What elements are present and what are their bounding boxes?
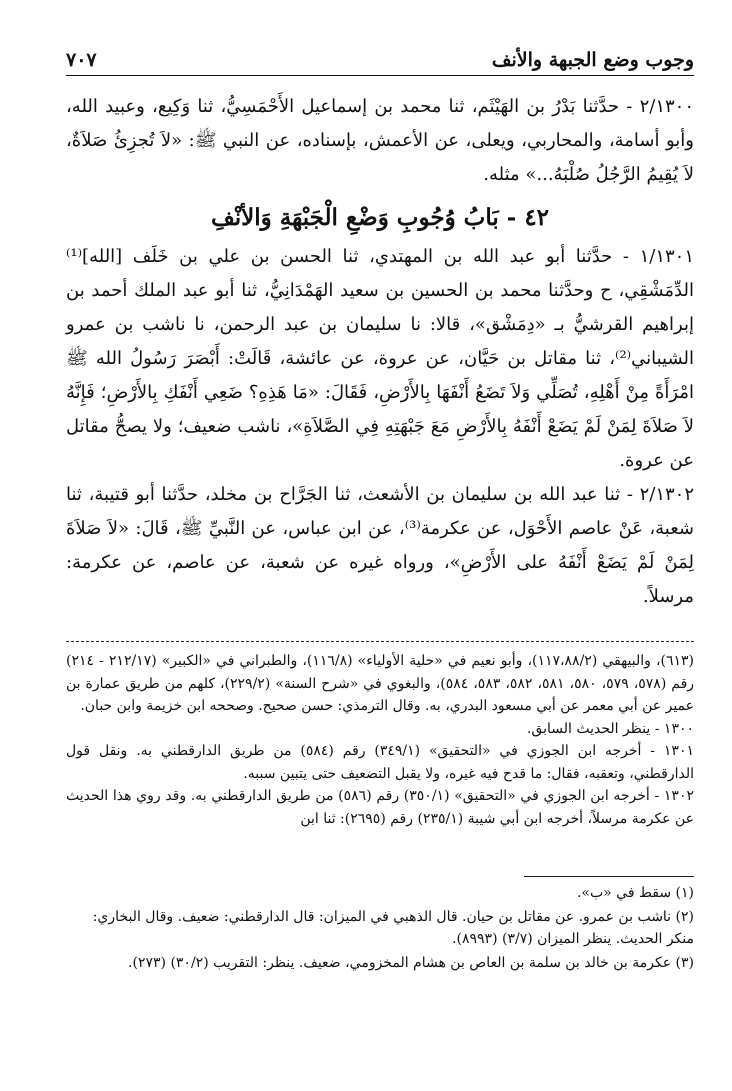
footnotes xyxy=(66,882,694,975)
takhrij-line: ١٣٠٢ - أخرجه ابن الجوزي في «التحقيق» (٣٥٠/١) رقم (٥٨٦) من طريق الدارقطني به. وقد روي هذا الحديث عن عكرمة مرسلاً، أخرجه ابن أبي شيبة (٢٣٥/١) رقم (٢٦٩٥): ثنا ابن xyxy=(66,788,694,827)
takhrij-line: (٦١٣)، والبيهقي (١١٧،٨٨/٢)، وأبو نعيم في «حلية الأولياء» (١١٦/٨)، والطبراني في «الكبير» (٢١٢/١٧ - ٢١٤) رقم (٥٧٨، ٥٧٩، ٥٨٠، ٥٨١، ٥٨٢، ٥٨٣، ٥٨٤)، والبغوي في «شرح السنة» (٢٢٩/٢)، كلهم من طريق عمارة بن عمير عن أبي معمر عن أبي مسعود البدري، به. وقال الترمذي: حسن صحيح. وصححه ابن خزيمة وابن حبان. xyxy=(66,653,695,714)
footnote-2: (٢) ناشب بن عمرو. عن مقاتل بن حيان. قال الذهبي في الميزان: قال الدارقطني: ضعيف. وقال البخاري: منكر الحديث. ينظر الميزان (٣/٧) (٨٩٩٣). xyxy=(92,908,694,947)
takhrij-notes xyxy=(66,650,694,830)
hadith-1300-2: ٢/١٣٠٠ - حدَّثنا بَدْرُ بن الهَيْثَم، ثنا محمد بن إسماعيل الأَحْمَسِيُّ، ثنا وَكِيع، وعبيد الله، وأبو أسامة، والمحاربي، ويعلى، عن الأعمش، بإسناده، عن النبي ﷺ: «لاَ تُجزِئُ صَلاَةٌ، لاَ يُقِيمُ الرَّجُلُ صُلْبَهُ...» مثله. xyxy=(66,96,694,185)
running-title: وجوب وضع الجبهة والأنف xyxy=(491,49,694,71)
hadith-1301-1: ١/١٣٠١ - حدَّثنا أبو عبد الله بن المهتدي، ثنا الحسن بن علي بن خَلَف [الله]⁽¹⁾ الدِّمَشْقِي، ح وحدَّثنا محمد بن الحسين بن سعيد الهَمْدَانِيُّ، ثنا أبو عبد الملك أحمد بن إبراهيم القرشيُّ بـ «دِمَشْق»، قالا: نا سليمان بن عبد الرحمن، نا ناشب بن عمرو الشيباني⁽²⁾، ثنا مقاتل بن حَيَّان، عن عروة، عن عائشة، قَالَتْ: أَبْصَرَ رَسُولُ الله ﷺ امْرَأَةً مِنْ أَهْلِهِ، تُصَلِّي وَلاَ تَضَعُ أَنْفَهَا بِالأَرْضِ، فَقَالَ: «مَا هَذِهِ؟ ضَعِي أَنْفَكِ بِالأَرْضِ؛ فَإِنَّهُ لاَ صَلاَةَ لِمَنْ لَمْ يَضَعْ أَنْفَهُ بِالأَرْضِ مَعَ جَبْهَتِهِ فِي الصَّلاَةِ»، ناشب ضعيف؛ ولا يصحُّ مقاتل عن عروة. xyxy=(66,246,694,471)
footnote-divider xyxy=(524,876,694,877)
footnote-1: (١) سقط في «ب». xyxy=(576,885,694,901)
page-number: ٧٠٧ xyxy=(66,49,97,71)
takhrij-line: ١٣٠٠ - ينظر الحديث السابق. xyxy=(526,720,694,737)
page-header xyxy=(66,42,694,76)
main-text xyxy=(66,90,694,614)
takhrij-divider xyxy=(66,641,694,642)
takhrij-line: ١٣٠١ - أخرجه ابن الجوزي في «التحقيق» (٣٤٩/١) رقم (٥٨٤) من طريق الدارقطني به. ونقل قول الدارقطني، وتعقبه، فقال: ما قدح فيه غيره، ولا يقبل التضعيف حتى يتبين سببه. xyxy=(66,743,694,782)
hadith-1302-2: ٢/١٣٠٢ - ثنا عبد الله بن سليمان بن الأشعث، ثنا الجَرَّاح بن مخلد، حدَّثنا أبو قتيبة، ثنا شعبة، عَنْ عاصم الأَحْوَل، عن عكرمة⁽³⁾، عن ابن عباس، عن النَّبيِّ ﷺ، قَالَ: «لاَ صَلاَةَ لِمَنْ لَمْ يَضَعْ أَنْفَهُ على الأَرْضِ»، ورواه غيره عن شعبة، عن عاصم، عن عكرمة: مرسلاً. xyxy=(66,484,695,607)
chapter-heading: ٤٢ - بَابُ وُجُوبِ وَضْعِ الْجَبْهَةِ وَالأنْفِ xyxy=(210,204,550,231)
footnote-3: (٣) عكرمة بن خالد بن سلمة بن العاص بن هشام المخزومي، ضعيف. ينظر: التقريب (٣٠/٢) (٢٧٣). xyxy=(128,954,694,971)
